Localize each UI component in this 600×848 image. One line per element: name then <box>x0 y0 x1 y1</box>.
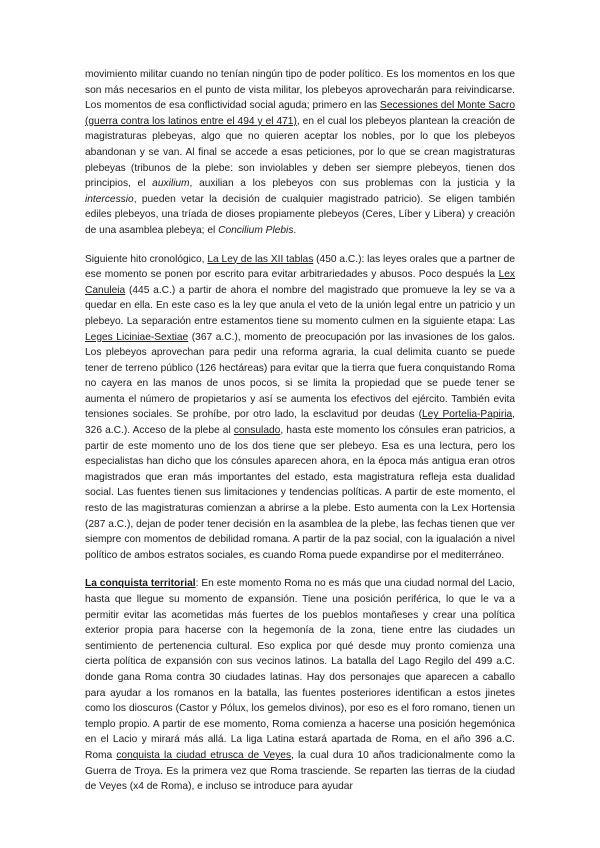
paragraph <box>85 67 515 239</box>
link-ley-xii-tablas[interactable]: La Ley de las XII tablas <box>207 253 314 265</box>
link-leges-liciniae-sextiae[interactable]: Leges Liciniae-Sextiae <box>85 331 189 343</box>
italic-term: auxilium <box>152 178 190 190</box>
text-segment: , la cual dura 10 años tradicionalmente como la Guerra de Troya. Es la primera vez que Roma trasciende. Se reparten las tierras de la ciudad de Veyes (x4 de Roma), e incluso se introduce para ayudar <box>85 749 515 793</box>
text-segment: . <box>293 224 297 236</box>
link-secessiones[interactable]: Secessiones del Monte Sacro (guerra contra los latinos entre el 494 y el 471) <box>85 100 515 127</box>
text-segment: , auxilian a los plebeyos con sus problemas con la justicia y la <box>189 178 515 190</box>
text-segment: , hasta este momento los cónsules eran patricios, a partir de este momento uno de los dos tiene que ser plebeyo. Esa es una lectura, pero los especialistas han dicho que los cónsules aparecen ahora, en la época más antigua eran otros magistrados que eran más importantes del estado, esta magistratura refleja esta dualidad social. Las fuentes tienen sus limitaciones y tendencias políticas. A partir de este momento, el resto de las magistraturas comienzan a abrirse a la plebe. Esto aumenta con la Lex Hortensia (287 a.C.), dejan de poder tener decisión en la asamblea de la plebe, las fechas tienen que ver siempre con momentos de debilidad romana. A partir de la paz social, con la igualación a nivel político de ambos estratos sociales, es cuando Roma puede expandirse por el mediterráneo. <box>85 425 515 561</box>
text-segment: movimiento militar cuando no tenían ningún tipo de poder político. Es los momentos en los que son más necesarios en el punto de vista militar, los plebeyos aprovecharán para reivindicarse. Los momentos de esa conflictividad social aguda; primero en las <box>85 69 515 112</box>
link-ley-portelia-papiria[interactable]: Ley Portelia-Papiria <box>422 409 513 421</box>
text-segment: , pueden vetar la decisión de cualquier magistrado patricio). Se eligen también ediles plebeyos, una tríada de dioses propiamente plebeyos (Ceres, Líber y Libera) y creación de una asamblea plebeya; el <box>85 193 515 236</box>
italic-term: intercessio <box>85 193 134 205</box>
text-segment: , en el cual los plebeyos plantean la creación de magistraturas plebeyas, algo que no quieren aceptar los nobles, por lo que los plebeyos abandonan y se van. Al final se accede a esas peticiones, por lo que se crean magistraturas plebeyas (tribunos de la plebe: son inviolables y deben ser siempre plebeyos, tienen dos principios, el <box>85 115 515 190</box>
text-segment: , 326 a.C.). Acceso de la plebe al <box>85 409 515 437</box>
italic-term: Concilium Plebis <box>218 224 294 236</box>
paragraph <box>85 576 515 794</box>
link-lex-canuleia[interactable]: Lex Canuleia <box>85 269 515 296</box>
text-segment: (367 a.C.), momento de preocupación por las invasiones de los galos. Los plebeyos aprovechan para pedir una reforma agraria, la cual delimita cuanto se puede tener de terreno público (126 hectáreas) para evitar que la tierra que fuera conquistando Roma no cayera en las manos de unos pocos, si se limita la propiedad que se puede tener se aumenta el número de propietarios y así se aumenta los efectivos del ejército. También evita tensiones sociales. Se prohíbe, por otro lado, la esclavitud por deudas ( <box>85 331 515 421</box>
paragraph <box>85 252 515 564</box>
section-heading-link[interactable]: La conquista territorial <box>85 578 196 590</box>
text-segment: Siguiente hito cronológico, <box>85 253 208 265</box>
text-segment: (450 a.C.): las leyes orales que a partner de ese momento se ponen por escrito para evitar arbitrariedades y abusos. Poco después la <box>85 253 515 281</box>
text-segment: (445 a.C.) a partir de ahora el nombre del magistrado que promueve la ley se va a quedar en ella. En este caso es la ley que anula el veto de la unión legal entre un patricio y un plebeyo. La separación entre estamentos tiene su momento culmen en la siguiente etapa: Las <box>85 284 515 327</box>
text-segment: : En este momento Roma no es más que una ciudad normal del Lacio, hasta que llegue su momento de expansión. Tiene una posición periférica, lo que le va a permitir evitar las acometidas más fuertes de los pueblos montañeses y crear una política exterior propia para hacerse con la hegemonía de la zona, tiene entre las ciudades un sentimiento de pertenencia cultural. Eso explica por qué desde muy pronto comienza una cierta política de expansión con sus vecinos latinos. La batalla del Lago Regilo del 499 a.C. donde gana Roma contra 30 ciudades latinas. Hay dos personajes que aparecen a caballo para ayudar a los romanos en la batalla, las fuentes posteriores identifican a estos jinetes como los dioscuros (Castor y Pólux, los gemelos divinos), por eso es el foro romano, tienen un templo propio. A partir de ese momento, Roma comienza a hacerse una posición hegemónica en el Lacio y mirará más allá. La liga Latina estará apartada de Roma, en el año 396 a.C. Roma <box>85 578 515 761</box>
link-conquista-veyes[interactable]: conquista la ciudad etrusca de Veyes <box>116 749 292 761</box>
link-consulado[interactable]: consulado <box>233 425 281 437</box>
document-page <box>85 67 515 808</box>
